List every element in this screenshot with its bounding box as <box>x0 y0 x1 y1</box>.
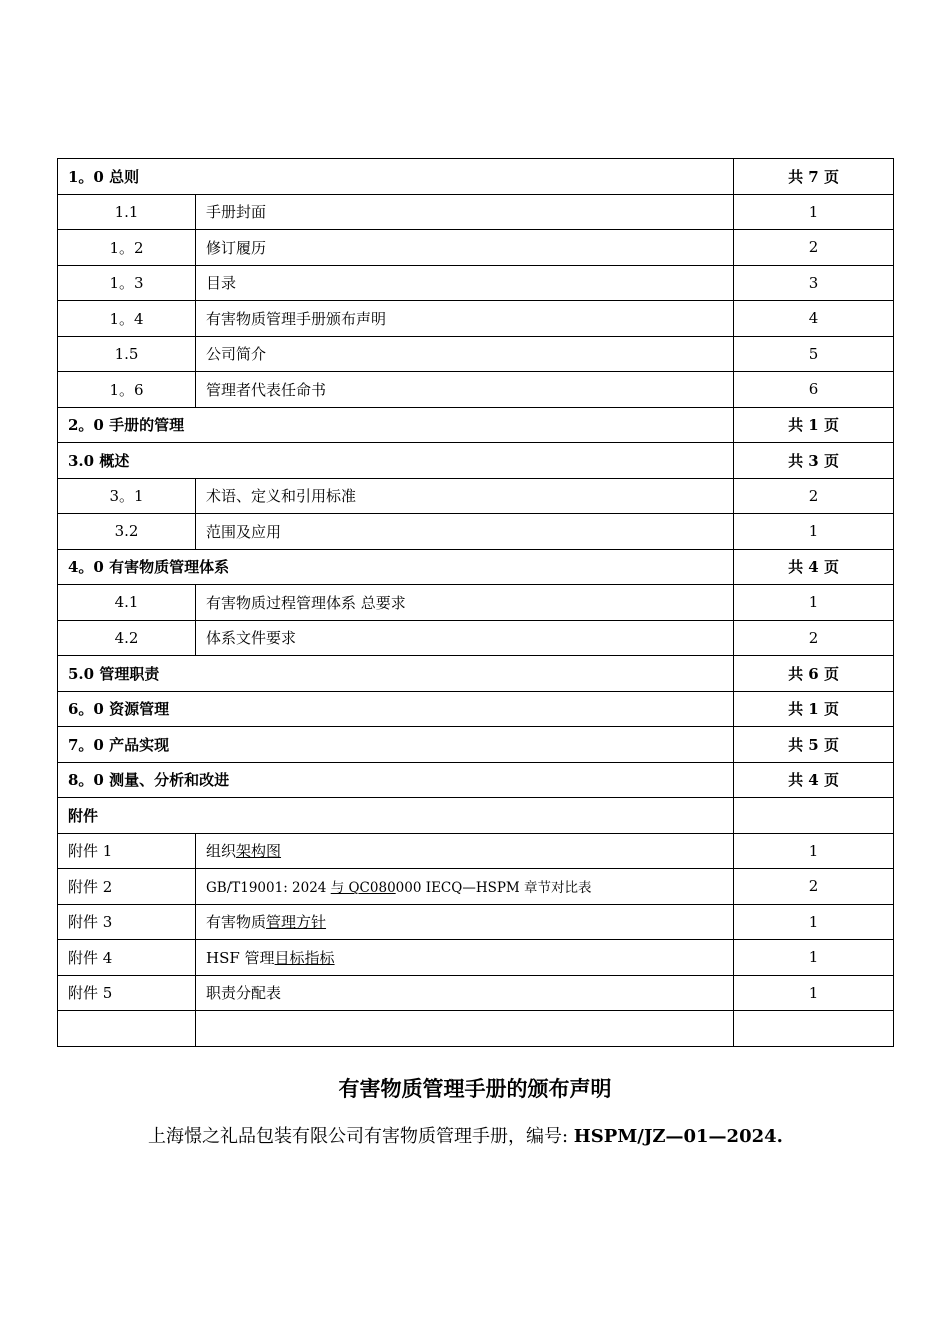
section-label: 3.0 概述 <box>58 443 734 479</box>
item-page: 2 <box>734 478 894 514</box>
toc-section-7 <box>58 727 894 763</box>
section-pages: 共 4 页 <box>734 549 894 585</box>
item-number: 3。1 <box>58 478 196 514</box>
section-label: 5.0 管理职责 <box>58 656 734 692</box>
item-page: 2 <box>734 620 894 656</box>
item-number: 1。4 <box>58 301 196 337</box>
item-number: 4.1 <box>58 585 196 621</box>
item-page: 3 <box>734 265 894 301</box>
item-number: 1.1 <box>58 194 196 230</box>
appendix-title <box>196 904 734 940</box>
appendix-number: 附件 1 <box>58 833 196 869</box>
empty-row <box>58 1011 894 1047</box>
item-title: 有害物质管理手册颁布声明 <box>196 301 734 337</box>
toc-row <box>58 194 894 230</box>
appendix-title <box>196 975 734 1011</box>
toc-section-4 <box>58 549 894 585</box>
title-part: 000 IECQ—HSPM 章节对比表 <box>395 880 592 897</box>
appendix-pages-empty <box>734 798 894 834</box>
item-number: 1。2 <box>58 230 196 266</box>
item-title: 修订履历 <box>196 230 734 266</box>
item-title: 目录 <box>196 265 734 301</box>
item-page: 1 <box>734 194 894 230</box>
toc-row <box>58 585 894 621</box>
title-part: GB/T19001: 2024 <box>206 880 331 897</box>
empty-cell <box>58 1011 196 1047</box>
appendix-label: 附件 <box>58 798 734 834</box>
item-title: 管理者代表任命书 <box>196 372 734 408</box>
section-label: 2。0 手册的管理 <box>58 407 734 443</box>
item-title: 术语、定义和引用标准 <box>196 478 734 514</box>
appendix-row <box>58 904 894 940</box>
item-number: 1.5 <box>58 336 196 372</box>
section-pages: 共 6 页 <box>734 656 894 692</box>
toc-section-8 <box>58 762 894 798</box>
toc-row <box>58 301 894 337</box>
empty-cell <box>734 1011 894 1047</box>
section-label: 6。0 资源管理 <box>58 691 734 727</box>
title-underlined: 目标指标 <box>274 948 335 967</box>
toc-row <box>58 372 894 408</box>
toc-section-5 <box>58 656 894 692</box>
item-number: 3.2 <box>58 514 196 550</box>
title-part: 有害物质 <box>206 913 267 932</box>
toc-section-3 <box>58 443 894 479</box>
appendix-number: 附件 3 <box>58 904 196 940</box>
title-underlined: 架构图 <box>236 842 282 861</box>
item-title: 范围及应用 <box>196 514 734 550</box>
item-page: 4 <box>734 301 894 337</box>
toc-section-6 <box>58 691 894 727</box>
appendix-row <box>58 833 894 869</box>
declaration-paragraph <box>104 1116 824 1158</box>
appendix-page: 1 <box>734 940 894 976</box>
item-title: 公司简介 <box>196 336 734 372</box>
title-underlined: 管理方针 <box>266 913 327 932</box>
item-page: 5 <box>734 336 894 372</box>
item-page: 6 <box>734 372 894 408</box>
item-page: 2 <box>734 230 894 266</box>
manual-code: HSPM/JZ—01—2024. <box>573 1126 783 1147</box>
item-number: 1。6 <box>58 372 196 408</box>
appendix-page: 1 <box>734 904 894 940</box>
section-pages: 共 1 页 <box>734 691 894 727</box>
section-pages: 共 5 页 <box>734 727 894 763</box>
declaration-title: 有害物质管理手册的颁布声明 <box>338 1076 612 1101</box>
toc-section-2 <box>58 407 894 443</box>
section-pages: 共 1 页 <box>734 407 894 443</box>
item-title: 有害物质过程管理体系 总要求 <box>196 585 734 621</box>
item-title: 体系文件要求 <box>196 620 734 656</box>
appendix-page: 2 <box>734 869 894 905</box>
appendix-page: 1 <box>734 975 894 1011</box>
section-label: 1。0 总则 <box>58 159 734 195</box>
section-label: 4。0 有害物质管理体系 <box>58 549 734 585</box>
appendix-row <box>58 940 894 976</box>
appendix-row <box>58 975 894 1011</box>
section-pages: 共 7 页 <box>734 159 894 195</box>
toc-row <box>58 620 894 656</box>
section-pages: 共 4 页 <box>734 762 894 798</box>
item-page: 1 <box>734 514 894 550</box>
toc-row <box>58 478 894 514</box>
appendix-page: 1 <box>734 833 894 869</box>
title-underlined: 与 QC080 <box>330 880 396 897</box>
toc-row <box>58 230 894 266</box>
appendix-title <box>196 833 734 869</box>
appendix-number: 附件 4 <box>58 940 196 976</box>
appendix-number: 附件 2 <box>58 869 196 905</box>
section-label: 7。0 产品实现 <box>58 727 734 763</box>
item-title: 手册封面 <box>196 194 734 230</box>
section-pages: 共 3 页 <box>734 443 894 479</box>
toc-row <box>58 265 894 301</box>
item-number: 1。3 <box>58 265 196 301</box>
appendix-title <box>196 940 734 976</box>
item-number: 4.2 <box>58 620 196 656</box>
appendix-title <box>196 869 734 905</box>
title-part: 组织 <box>206 842 237 861</box>
appendix-row <box>58 869 894 905</box>
title-part: 职责分配表 <box>206 984 282 1003</box>
empty-cell <box>196 1011 734 1047</box>
toc-section-1 <box>58 159 894 195</box>
toc-table <box>57 158 894 1047</box>
toc-row <box>58 336 894 372</box>
toc-appendix-header <box>58 798 894 834</box>
title-part: HSF 管理 <box>206 948 275 967</box>
section-label: 8。0 测量、分析和改进 <box>58 762 734 798</box>
declaration-text: 上海憬之礼品包装有限公司有害物质管理手册，编号: <box>148 1126 574 1147</box>
appendix-number: 附件 5 <box>58 975 196 1011</box>
toc-row <box>58 514 894 550</box>
item-page: 1 <box>734 585 894 621</box>
